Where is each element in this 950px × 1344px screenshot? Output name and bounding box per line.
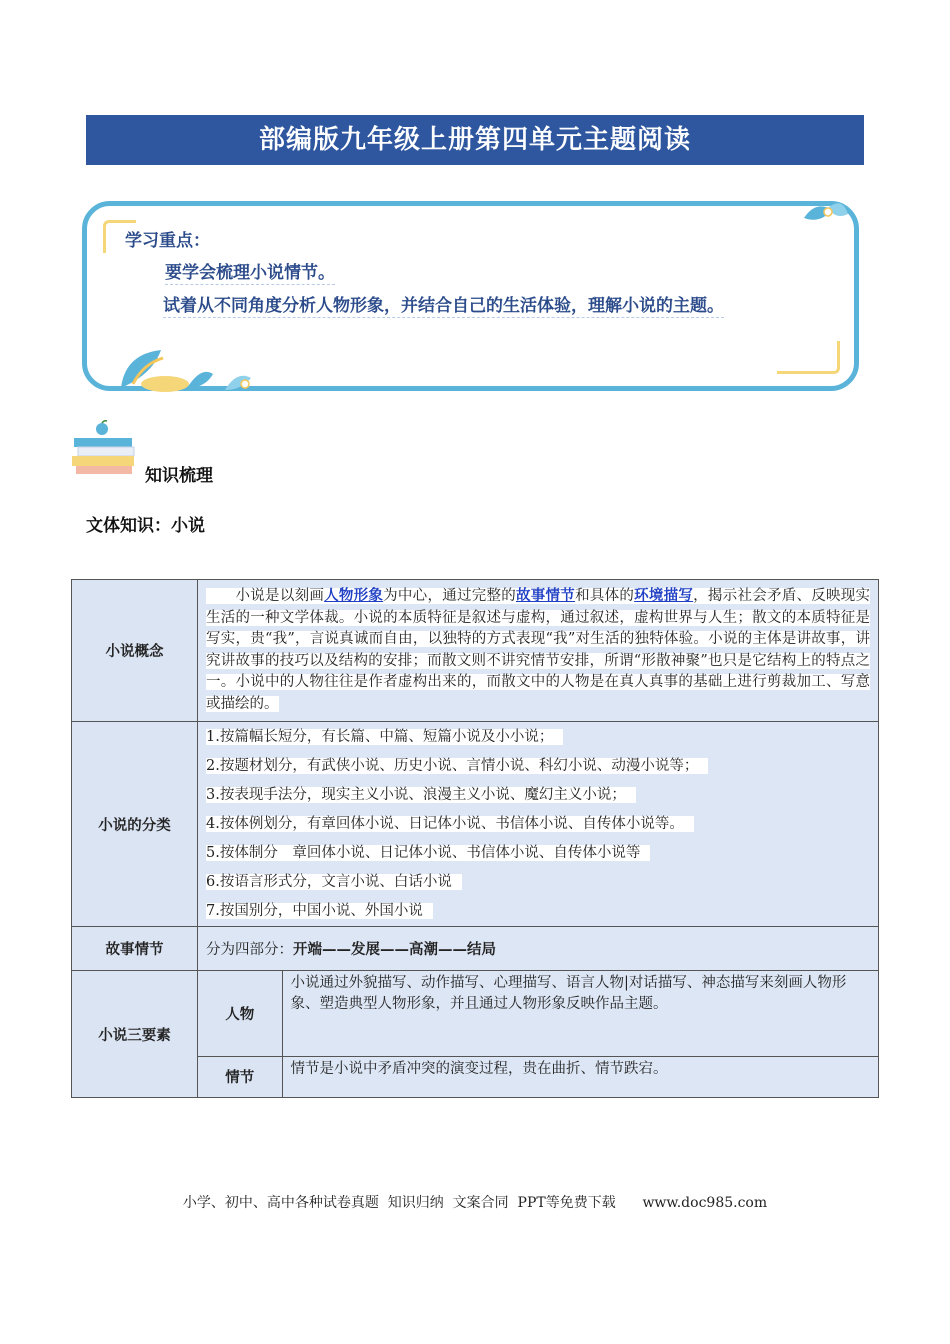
keyword-link[interactable]: 故事情节 [516, 587, 576, 604]
corner-decoration [777, 341, 840, 374]
elements-subtable [198, 971, 878, 1097]
character-text: 小说通过外貌描写、动作描写、心理描写、语言人物|对话描写、神态描写来刻画人物形象、塑造典型人物形象，并且通过人物形象反映作品主题。 [282, 971, 878, 1056]
concept-cell [198, 580, 879, 722]
list-item: 5.按体制分 章回体小说、日记体小说、书信体小说、自传体小说等 [198, 839, 878, 868]
concept-text: 小说是以刻画 [235, 588, 325, 604]
table-row [72, 971, 879, 1098]
knowledge-table [71, 579, 879, 1098]
books-apple-icon [72, 420, 138, 476]
page-footer: 小学、初中、高中各种试卷真题 知识归纳 文案合同 PPT等免费下载 www.doc985.com [182, 1195, 768, 1211]
section-heading: 知识梳理 [145, 466, 213, 486]
section-subheading: 文体知识：小说 [86, 516, 205, 536]
plot-cell [198, 927, 879, 971]
keyword-link[interactable]: 环境描写 [634, 587, 694, 604]
table-row [72, 580, 879, 722]
list-item: 2.按题材划分，有武侠小说、历史小说、言情小说、科幻小说、动漫小说等； [198, 752, 878, 781]
learning-focus-box [82, 201, 859, 391]
row-label: 小说三要素 [72, 971, 198, 1098]
table-row [72, 927, 879, 971]
subrow-label: 情节 [198, 1056, 282, 1097]
list-item: 6.按语言形式分，文言小说、白话小说 [198, 868, 878, 897]
list-item: 3.按表现手法分，现实主义小说、浪漫主义小说、魔幻主义小说； [198, 781, 878, 810]
learning-focus-point: 要学会梳理小说情节。 [165, 258, 335, 285]
keyword-link[interactable]: 人物形象 [324, 587, 384, 604]
subrow-label: 人物 [198, 971, 282, 1056]
list-item: 7.按国别分，中国小说、外国小说 [198, 897, 878, 926]
concept-text: ，揭示社会矛盾、反映现实生活的一种文学体裁。小说的本质特征是叙述与虚构，通过叙述，虚构世界与人生；散文的本质特征是写实，贵“我”，言说真诚而自由，以独特的方式表现“我”对生活的独特体验。小说的主体是讲故事，讲究讲故事的技巧以及结构的安排；而散文则不讲究情节安排，所谓“形散神聚”也只是它结构上的特点之一。小说中的人物往往是作者虚构出来的，而散文中的人物是在真人真事的基础上进行剪裁加工、写意或描绘的。 [206, 588, 871, 712]
row-label: 故事情节 [72, 927, 198, 971]
concept-paragraph [198, 583, 878, 718]
list-item: 1.按篇幅长短分，有长篇、中篇、短篇小说及小小说； [198, 723, 878, 752]
concept-text: 为中心，通过完整的 [383, 588, 517, 604]
list-item: 4.按体例划分，有章回体小说、日记体小说、书信体小说、自传体小说等。 [198, 810, 878, 839]
leaf-flower-icon [798, 198, 850, 234]
table-row [72, 722, 879, 927]
plot-text: 情节是小说中矛盾冲突的演变过程，贵在曲折、情节跌宕。 [282, 1056, 878, 1097]
learning-focus-point: 试着从不同角度分析人物形象，并结合自己的生活体验，理解小说的主题。 [163, 291, 724, 318]
plot-prefix: 分为四部分： [206, 942, 293, 958]
elements-cell [198, 971, 879, 1098]
page-title-banner: 部编版九年级上册第四单元主题阅读 [86, 115, 864, 165]
concept-text: 和具体的 [575, 588, 635, 604]
classification-cell [198, 722, 879, 927]
plot-stages: 开端——发展——高潮——结局 [293, 942, 496, 958]
umbrella-leaves-icon [113, 344, 273, 394]
row-label: 小说概念 [72, 580, 198, 722]
learning-focus-heading: 学习重点： [125, 231, 210, 251]
row-label: 小说的分类 [72, 722, 198, 927]
